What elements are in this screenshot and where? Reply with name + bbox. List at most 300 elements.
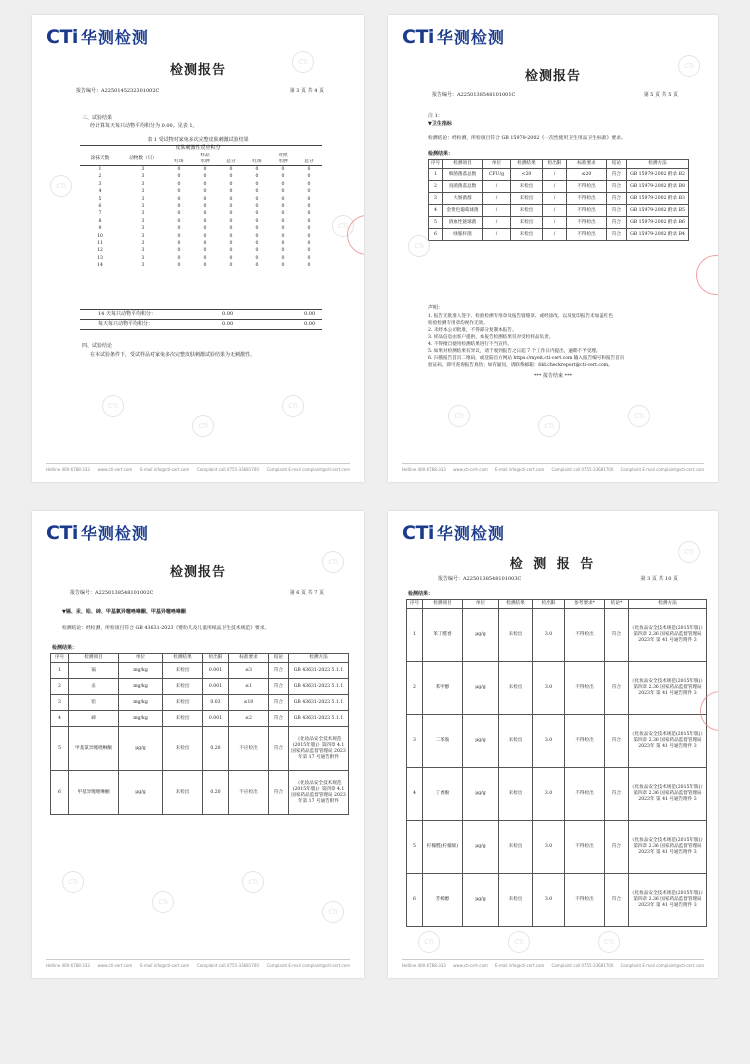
table-header-cell: 检测方法 bbox=[627, 160, 689, 169]
table-cell: 3 bbox=[141, 233, 145, 239]
table-cell: 溶血性链球菌 bbox=[443, 217, 483, 229]
table-cell: 0 bbox=[307, 189, 311, 195]
col-total: 总分 bbox=[304, 159, 314, 164]
report-number: 报告编号：A2250145232301002C bbox=[76, 88, 160, 94]
table-cell: 《化妆品安全技术规范(2015年版)》第四章 4.1 国家药品监督管理局 2023 年第 17 号通告附件 bbox=[289, 771, 349, 815]
table-cell: 未检出 bbox=[499, 821, 533, 874]
table-cell: 0 bbox=[203, 196, 207, 202]
table-cell: GB 15979-2002 附录 B6 bbox=[627, 217, 689, 229]
table-cell: 0 bbox=[307, 211, 311, 217]
table-cell: 《化妆品安全技术规范(2015年版)》第四章 2.36 国家药品监督管理局 2023年 第 41 号通告附件 3 bbox=[629, 768, 707, 821]
table-cell: 《化妆品安全技术规范(2015年版)》第四章 2.36 国家药品监督管理局 2023年 第 41 号通告附件 3 bbox=[629, 874, 707, 927]
table-cell: 0 bbox=[177, 233, 181, 239]
statement-line: 验证码，即可查询报告真伪；如有疑问，请联系邮箱：fdd.checkreport@cti-cert.com。 bbox=[428, 363, 613, 368]
table-cell: 未检出 bbox=[163, 711, 203, 727]
table-cell: 《化妆品安全技术规范(2015年版)》第四章 2.36 国家药品监督管理局 2023年 第 41 号通告附件 3 bbox=[629, 821, 707, 874]
table-header-cell: 检测方法 bbox=[629, 600, 707, 609]
table-row bbox=[51, 711, 349, 727]
table-cell: 3 bbox=[141, 167, 145, 172]
col-red: 红斑 bbox=[174, 159, 184, 164]
table-cell: 3 bbox=[141, 204, 145, 210]
table-cell: 不得检出 bbox=[567, 217, 607, 229]
statement-line: 1. 报告无批准人签字、检验检测专用章及报告骑缝章、或经涂改，以及复印报告未加盖红色 bbox=[428, 314, 614, 319]
sum-daily-sample: 0.00 bbox=[222, 321, 234, 327]
table-row bbox=[407, 662, 707, 715]
table-header-cell: 结论 bbox=[607, 160, 627, 169]
table-cell: 大肠菌群 bbox=[443, 193, 483, 205]
table-cell: 3 bbox=[141, 255, 145, 261]
table-cell: 符合 bbox=[605, 768, 629, 821]
table-cell: 0 bbox=[307, 181, 311, 187]
table-body bbox=[407, 609, 707, 927]
table-cell: 0 bbox=[307, 167, 311, 172]
table-cell: 未检出 bbox=[511, 217, 543, 229]
table-cell: 0 bbox=[307, 196, 311, 202]
page-footer bbox=[402, 463, 704, 472]
table-cell: 0 bbox=[281, 263, 285, 269]
table-cell: μg/g bbox=[463, 768, 499, 821]
table-header-cell: 检测项目 bbox=[423, 600, 463, 609]
table-cell: 0 bbox=[229, 181, 233, 187]
table-cell: 0 bbox=[281, 204, 285, 210]
table-header-cell: 检测结果 bbox=[511, 160, 543, 169]
table-body bbox=[51, 663, 349, 815]
table-cell: <20 bbox=[511, 169, 543, 181]
footer-complaint-email: Complaint E-mail complaint@cti-cert.com bbox=[620, 467, 704, 472]
table-cell: 0 bbox=[281, 241, 285, 247]
table-cell: 3 bbox=[141, 189, 145, 195]
table-cell: 0 bbox=[203, 255, 207, 261]
table-cell: 不得检出 bbox=[565, 874, 605, 927]
table-cell: 0 bbox=[177, 263, 181, 269]
table-cell: 0 bbox=[307, 263, 311, 269]
table-cell: 0 bbox=[229, 255, 233, 261]
table-cell: 0 bbox=[281, 167, 285, 172]
table-cell: μg/g bbox=[463, 662, 499, 715]
table-cell: 0 bbox=[255, 218, 259, 224]
table-cell: 3.0 bbox=[533, 821, 565, 874]
col-total: 总分 bbox=[226, 159, 236, 164]
table-cell: mg/kg bbox=[119, 711, 163, 727]
table-cell: 4 bbox=[429, 205, 443, 217]
footer-hotline: Hotline 400-6788-333 bbox=[46, 467, 90, 472]
table-cell: 0.001 bbox=[203, 679, 229, 695]
statement-line: 6. 扫描报告首页二维码，或登陆官方网站 https://myeit.cti-cert.com 输入报告编号和报告首页 bbox=[428, 356, 625, 361]
report-meta bbox=[438, 575, 678, 582]
table-sub-caption: 皮肤刺激性反应积分 bbox=[175, 145, 221, 151]
table-cell: 0 bbox=[177, 241, 181, 247]
footer-complaint-email: Complaint E-mail complaint@cti-cert.com bbox=[620, 963, 704, 968]
table-cell: / bbox=[483, 229, 511, 241]
footer-hotline: Hotline 400-6788-333 bbox=[46, 963, 90, 968]
table-cell: / bbox=[543, 193, 567, 205]
watermark-icon: CTI bbox=[192, 415, 214, 437]
report-meta bbox=[70, 589, 324, 596]
statement-line: 4. 不得擅自使用检测结果进行不当宣传。 bbox=[428, 342, 512, 347]
table-row bbox=[51, 727, 349, 771]
table-cell: 3 bbox=[141, 241, 145, 247]
table-cell: 未检出 bbox=[511, 205, 543, 217]
table-cell: 0 bbox=[203, 226, 207, 232]
table-cell: / bbox=[543, 205, 567, 217]
table-cell: μg/g bbox=[463, 609, 499, 662]
table-header-cell: 单位 bbox=[463, 600, 499, 609]
table-cell: 0.001 bbox=[203, 663, 229, 679]
table-cell: / bbox=[543, 217, 567, 229]
report-page-1 bbox=[32, 15, 364, 482]
col-sample: 样品 bbox=[200, 153, 210, 158]
footer-complaint-tel: Complaint call 0755-33681700 bbox=[551, 963, 614, 968]
table-row bbox=[429, 181, 689, 193]
table-cell: / bbox=[483, 193, 511, 205]
table-cell: / bbox=[543, 229, 567, 241]
table-cell: 0 bbox=[307, 248, 311, 254]
table-cell: 符合 bbox=[605, 609, 629, 662]
table-cell: 0 bbox=[203, 167, 207, 172]
table-cell: 《化妆品安全技术规范(2015年版)》第四章 2.36 国家药品监督管理局 2023年 第 41 号通告附件 3 bbox=[629, 715, 707, 768]
table-cell: 14 bbox=[97, 263, 103, 269]
watermark-icon: CTI bbox=[102, 395, 124, 417]
table-cell: μg/g bbox=[119, 771, 163, 815]
table-header-cell: 检出限 bbox=[533, 600, 565, 609]
table-cell: 不得检出 bbox=[565, 662, 605, 715]
table-cell: ≤10 bbox=[229, 695, 269, 711]
table-cell: 0 bbox=[307, 218, 311, 224]
table-cell: / bbox=[483, 217, 511, 229]
table-row bbox=[51, 663, 349, 679]
report-page-3 bbox=[32, 511, 364, 978]
report-meta bbox=[76, 87, 324, 94]
report-number: 报告编号：A2250138548101002C bbox=[70, 590, 154, 596]
fragrance-results-table bbox=[406, 599, 707, 927]
page-number: 第 3 页 共 4 页 bbox=[289, 88, 324, 94]
table-cell: 不得检出 bbox=[567, 181, 607, 193]
table-cell: 9 bbox=[98, 226, 102, 232]
watermark-icon: CTI bbox=[152, 891, 174, 913]
watermark-icon: CTI bbox=[678, 541, 700, 563]
table-cell: mg/kg bbox=[119, 663, 163, 679]
table-cell: 符合 bbox=[605, 874, 629, 927]
table-cell: 11 bbox=[97, 241, 103, 247]
footer-complaint-email: Complaint E-mail complaint@cti-cert.com bbox=[266, 467, 350, 472]
table-cell: 苯甲醇 bbox=[423, 662, 463, 715]
table-header bbox=[429, 160, 689, 169]
result-label: 检测结果： bbox=[428, 151, 454, 157]
table-cell: 0 bbox=[281, 189, 285, 195]
table-cell: 3.0 bbox=[533, 715, 565, 768]
table-cell: 10 bbox=[97, 233, 103, 239]
cti-logo bbox=[46, 25, 149, 48]
table-cell: / bbox=[543, 169, 567, 181]
table-cell: 0 bbox=[255, 196, 259, 202]
section-subtitle: ▼卫生指标 bbox=[428, 121, 452, 127]
table-row bbox=[80, 247, 322, 254]
footer-email: E-mail info@cti-cert.com bbox=[495, 467, 545, 472]
sum-14day-label: 14 天每只动物平均积分： bbox=[98, 311, 156, 317]
table-header-cell: 检测方法 bbox=[289, 654, 349, 663]
table-cell: 0 bbox=[229, 196, 233, 202]
table-cell: / bbox=[483, 205, 511, 217]
table-row bbox=[80, 240, 322, 247]
table-cell: μg/g bbox=[463, 821, 499, 874]
table-cell: 0 bbox=[255, 241, 259, 247]
footer-complaint-tel: Complaint call 0755-33681700 bbox=[551, 467, 614, 472]
cti-logo bbox=[46, 521, 149, 544]
table-cell: 未检出 bbox=[511, 193, 543, 205]
table-cell: 2 bbox=[429, 181, 443, 193]
table-cell: 0 bbox=[229, 241, 233, 247]
table-cell: 不得检出 bbox=[565, 609, 605, 662]
table-header-cell: 检测项目 bbox=[443, 160, 483, 169]
table-cell: 1 bbox=[98, 167, 102, 172]
logo-cti-text: CTi bbox=[402, 26, 434, 48]
table-cell: 0 bbox=[307, 204, 311, 210]
table-cell: 3 bbox=[141, 263, 145, 269]
table-caption: 表 1 受试物对家兔多次完整皮肤刺激试验结果 bbox=[147, 137, 249, 143]
logo-cti-text: CTi bbox=[46, 26, 78, 48]
table-body bbox=[429, 169, 689, 241]
table-row bbox=[80, 255, 322, 262]
table-cell: 符合 bbox=[607, 181, 627, 193]
table-cell: 0 bbox=[255, 204, 259, 210]
table-cell: 3 bbox=[141, 218, 145, 224]
rule bbox=[80, 329, 322, 330]
table-cell: 符合 bbox=[607, 229, 627, 241]
sum-daily-label: 每天每只动物平均积分： bbox=[98, 321, 154, 327]
footer-web: www.cti-cert.com bbox=[453, 963, 488, 968]
table-header-cell: 标准要求 bbox=[229, 654, 269, 663]
table-cell: 0 bbox=[203, 218, 207, 224]
table-row bbox=[407, 609, 707, 662]
table-cell: μg/g bbox=[119, 727, 163, 771]
table-cell: 3 bbox=[407, 715, 423, 768]
table-cell: 符合 bbox=[269, 695, 289, 711]
table-cell: 不应检出 bbox=[229, 727, 269, 771]
table-cell: 4 bbox=[98, 189, 102, 195]
table-cell: 未检出 bbox=[163, 727, 203, 771]
result-label: 检测结果： bbox=[408, 591, 434, 597]
watermark-icon: CTI bbox=[332, 215, 354, 237]
watermark-icon: CTI bbox=[678, 55, 700, 77]
table-cell: ≤20 bbox=[567, 169, 607, 181]
col-red: 红斑 bbox=[252, 159, 262, 164]
watermark-icon: CTI bbox=[508, 931, 530, 953]
table-cell: 0 bbox=[177, 226, 181, 232]
report-page-2 bbox=[388, 15, 718, 482]
table-cell: 0 bbox=[229, 263, 233, 269]
table-cell: 2 bbox=[407, 662, 423, 715]
table-row bbox=[407, 768, 707, 821]
table-header-cell: 参考要求* bbox=[565, 600, 605, 609]
footer-hotline: Hotline 400-6788-333 bbox=[402, 963, 446, 968]
heavy-metal-results-table bbox=[50, 653, 349, 815]
table-cell: 0 bbox=[281, 248, 285, 254]
page-title: 检测报告 bbox=[169, 63, 226, 78]
table-cell: 0 bbox=[203, 211, 207, 217]
table-header-cell: 单位 bbox=[483, 160, 511, 169]
table-cell: 0 bbox=[255, 233, 259, 239]
table-header-cell: 结论 bbox=[269, 654, 289, 663]
table-cell: 3 bbox=[98, 181, 102, 187]
table-cell: 3 bbox=[141, 181, 145, 187]
table-cell: 0 bbox=[307, 255, 311, 261]
table-header-cell: 检测结果 bbox=[163, 654, 203, 663]
table-cell: 0 bbox=[177, 211, 181, 217]
table-cell: 0.20 bbox=[203, 771, 229, 815]
table-cell: 6 bbox=[407, 874, 423, 927]
cti-logo bbox=[402, 25, 505, 48]
hygiene-results-table bbox=[428, 159, 689, 241]
table-cell: 细菌菌落总数 bbox=[443, 169, 483, 181]
table-cell: 3 bbox=[51, 695, 69, 711]
statement-line: 3. 样品信息由客户提供，本报告检测结果仅对受检样品负责。 bbox=[428, 335, 554, 340]
table-cell: 0 bbox=[203, 263, 207, 269]
table-row bbox=[51, 679, 349, 695]
table-row bbox=[429, 193, 689, 205]
table-cell: 0 bbox=[307, 226, 311, 232]
table-cell: 《化妆品安全技术规范(2015年版)》第四章 2.36 国家药品监督管理局 2023年 第 41 号通告附件 3 bbox=[629, 609, 707, 662]
table-row bbox=[80, 210, 322, 217]
footer-web: www.cti-cert.com bbox=[97, 467, 133, 472]
page-title: 检测报告 bbox=[524, 69, 581, 84]
page-title: 检 测 报 告 bbox=[509, 557, 597, 572]
table-cell: 符合 bbox=[269, 679, 289, 695]
table-cell: 0 bbox=[203, 189, 207, 195]
table-cell: 符合 bbox=[269, 663, 289, 679]
table-cell: 符合 bbox=[269, 771, 289, 815]
table-cell: 5 bbox=[407, 821, 423, 874]
page-footer bbox=[402, 959, 704, 968]
table-cell: 甲基氯异噻唑啉酮 bbox=[69, 727, 119, 771]
table-cell: 0 bbox=[203, 181, 207, 187]
note-label: 注 1： bbox=[428, 113, 443, 119]
rule bbox=[80, 319, 322, 320]
table-cell: 7 bbox=[98, 211, 102, 217]
page-footer bbox=[46, 463, 350, 472]
table-cell: CFU/g bbox=[483, 169, 511, 181]
table-row bbox=[429, 217, 689, 229]
table-cell: mg/kg bbox=[119, 695, 163, 711]
table-cell: 0 bbox=[255, 248, 259, 254]
table-cell: 0 bbox=[229, 189, 233, 195]
table-cell: 0 bbox=[255, 189, 259, 195]
table-cell: 铅 bbox=[69, 695, 119, 711]
watermark-icon: CTI bbox=[242, 871, 264, 893]
table-cell: 6 bbox=[98, 204, 102, 210]
table-row bbox=[407, 821, 707, 874]
table-cell: 5 bbox=[51, 727, 69, 771]
watermark-icon: CTI bbox=[292, 51, 314, 73]
table-cell: 0 bbox=[203, 248, 207, 254]
section-subtitle: ▼镉、汞、铅、砷、甲基氯异噻唑啉酮、甲基异噻唑啉酮 bbox=[62, 609, 186, 615]
table-cell: μg/g bbox=[463, 874, 499, 927]
table-cell: 符合 bbox=[607, 217, 627, 229]
table-cell: 5 bbox=[429, 217, 443, 229]
table-cell: 0 bbox=[229, 233, 233, 239]
table-cell: 0 bbox=[229, 248, 233, 254]
table-cell: 0 bbox=[229, 211, 233, 217]
table-header-cell: 检出限 bbox=[543, 160, 567, 169]
table-header-cell: 标准要求 bbox=[567, 160, 607, 169]
logo-cn-text: 华测检测 bbox=[436, 28, 505, 47]
table-cell: 3 bbox=[141, 226, 145, 232]
table-cell: 符合 bbox=[269, 727, 289, 771]
table-cell: 0 bbox=[229, 204, 233, 210]
table-cell: 未检出 bbox=[499, 874, 533, 927]
table-cell: 6 bbox=[429, 229, 443, 241]
red-seal-stamp bbox=[696, 255, 718, 295]
watermark-icon: CTI bbox=[538, 415, 560, 437]
table-cell: 不得检出 bbox=[567, 193, 607, 205]
table-cell: 0 bbox=[177, 189, 181, 195]
table-cell: 0 bbox=[281, 255, 285, 261]
logo-cn-text: 华测检测 bbox=[80, 524, 149, 543]
statement-line: 检验检测专用章均视作无效。 bbox=[428, 321, 488, 326]
result-label: 检测结果： bbox=[52, 645, 78, 651]
table-cell: 不得检出 bbox=[565, 821, 605, 874]
table-cell: 0.20 bbox=[203, 727, 229, 771]
table-cell: 0 bbox=[177, 181, 181, 187]
page-title: 检测报告 bbox=[169, 565, 226, 580]
table-cell: 0.03 bbox=[203, 695, 229, 711]
page-number: 第 6 页 共 7 页 bbox=[289, 590, 324, 596]
table-cell: 0 bbox=[255, 167, 259, 172]
table-cell: 0 bbox=[177, 196, 181, 202]
report-end: *** 报告结束 *** bbox=[533, 373, 573, 379]
table-cell: 未检出 bbox=[163, 771, 203, 815]
table-cell: 《化妆品安全技术规范(2015年版)》第四章 4.1 国家药品监督管理局 2023 年第 17 号通告附件 bbox=[289, 727, 349, 771]
table-cell: 3.0 bbox=[533, 662, 565, 715]
report-page-4 bbox=[388, 511, 718, 978]
report-meta bbox=[432, 91, 678, 98]
table-cell: 3.0 bbox=[533, 768, 565, 821]
table-cell: 3 bbox=[141, 174, 145, 180]
table-cell: 0 bbox=[255, 226, 259, 232]
table-cell: 3 bbox=[141, 248, 145, 254]
conclusion-text: 检测结论：经检测，所检项目符合 GB 15979-2002《一次性使用卫生用品卫生标准》要求。 bbox=[428, 136, 626, 141]
table-row bbox=[51, 695, 349, 711]
table-row bbox=[407, 874, 707, 927]
conclusion-text: 在本试验条件下，受试样品对家兔多次完整皮肤刺激试验结果为无刺激性。 bbox=[90, 352, 256, 358]
table-cell: 0 bbox=[255, 211, 259, 217]
table-cell: 1 bbox=[407, 609, 423, 662]
table-cell: 未检出 bbox=[499, 715, 533, 768]
conclusion-text: 检测结论：经检测，所检项目符合 GB 43631-2023《婴幼儿及儿童用纸品卫生技术规范》要求。 bbox=[62, 626, 270, 631]
table-header-cell: 序号 bbox=[407, 600, 423, 609]
col-control: 对照 bbox=[278, 153, 288, 158]
table-cell: 0 bbox=[177, 167, 181, 172]
table-cell: 不应检出 bbox=[229, 771, 269, 815]
table-row bbox=[80, 196, 322, 203]
table-cell: 符合 bbox=[269, 711, 289, 727]
table-cell: 未检出 bbox=[499, 768, 533, 821]
table-row bbox=[429, 169, 689, 181]
watermark-icon: CTI bbox=[448, 405, 470, 427]
watermark-icon: CTI bbox=[50, 175, 72, 197]
table-header-cell: 结论* bbox=[605, 600, 629, 609]
watermark-icon: CTI bbox=[322, 901, 344, 923]
footer-complaint-tel: Complaint call 0755-33681700 bbox=[197, 963, 259, 968]
report-number: 报告编号：A2250138548101001C bbox=[432, 92, 516, 98]
table-cell: 4 bbox=[51, 711, 69, 727]
section-heading: 四、试验结论 bbox=[82, 343, 113, 349]
table-cell: 0 bbox=[307, 174, 311, 180]
table-cell: 3 bbox=[141, 211, 145, 217]
score-summary: 经计算每天每只动物平均积分为 0.00。见表 1。 bbox=[90, 123, 198, 129]
sum-14day-sample: 0.00 bbox=[222, 311, 234, 317]
logo-cn-text: 华测检测 bbox=[80, 28, 149, 47]
table-cell: 《化妆品安全技术规范(2015年版)》第四章 2.36 国家药品监督管理局 2023年 第 41 号通告附件 3 bbox=[629, 662, 707, 715]
